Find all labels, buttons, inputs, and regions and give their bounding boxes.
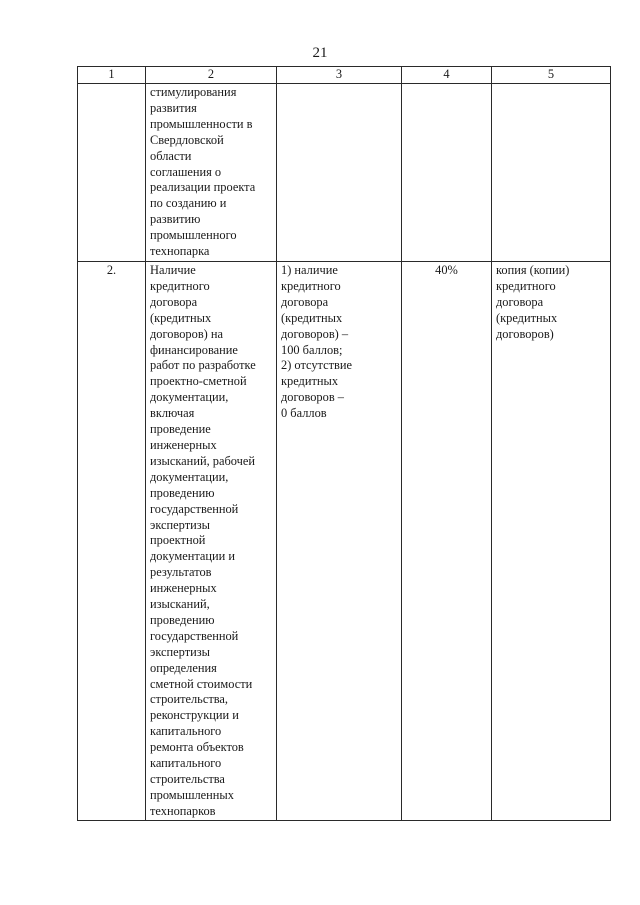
scoring-cell <box>277 84 402 262</box>
column-header-4: 4 <box>402 67 492 84</box>
table-row <box>78 84 611 262</box>
document-cell <box>492 84 611 262</box>
scoring-cell: 1) наличие кредитного договора (кредитных договоров) – 100 баллов; 2) отсутствие кредитных договоров – 0 баллов <box>277 262 402 821</box>
column-header-5: 5 <box>492 67 611 84</box>
row-number-cell: 2. <box>78 262 146 821</box>
column-header-3: 3 <box>277 67 402 84</box>
weight-cell <box>402 84 492 262</box>
criterion-cell: Наличие кредитного договора (кредитных договоров) на финансирование работ по разработке проектно-сметной документации, включая проведение инженерных изысканий, рабочей документации, проведению государственной экспертизы проектной документации и результатов инженерных изысканий, проведению государственной экспертизы определения сметной стоимости строительства, реконструкции и капитального ремонта объектов капитального строительства промышленных технопарков <box>146 262 277 821</box>
page-number: 21 <box>312 45 328 61</box>
table-row <box>78 262 611 821</box>
column-header-1: 1 <box>78 67 146 84</box>
weight-cell: 40% <box>402 262 492 821</box>
criterion-cell: стимулирования развития промышленности в Свердловской области соглашения о реализации проекта по созданию и развитию промышленного технопарка <box>146 84 277 262</box>
column-header-2: 2 <box>146 67 277 84</box>
table-header-row <box>78 67 611 84</box>
criteria-table <box>77 66 611 821</box>
row-number-cell <box>78 84 146 262</box>
document-cell: копия (копии) кредитного договора (кредитных договоров) <box>492 262 611 821</box>
